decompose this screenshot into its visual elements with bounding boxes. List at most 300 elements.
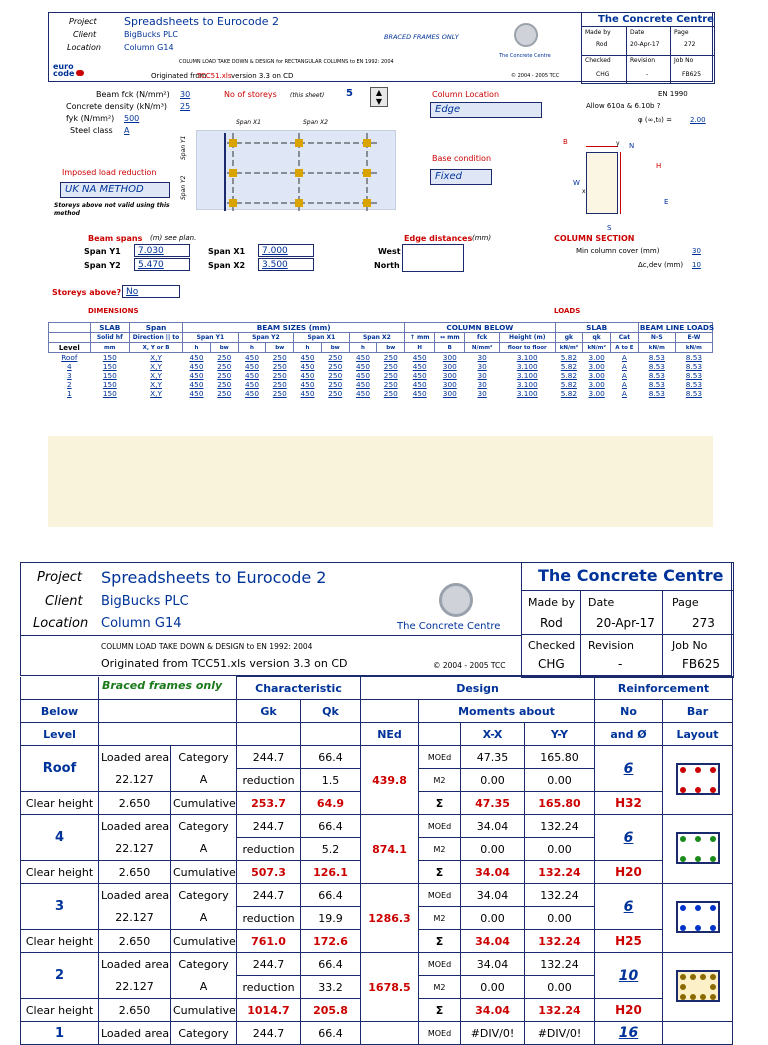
th-mm-v: ↑ mm <box>405 333 435 343</box>
th-height: Height (m) <box>499 333 555 343</box>
level-cell: 4 <box>21 815 99 861</box>
category-value: A <box>171 976 237 999</box>
table-cell[interactable]: 250 <box>217 380 232 389</box>
ned-value <box>361 1022 419 1045</box>
th-unit: mm <box>90 343 129 353</box>
phi-value[interactable]: 2.00 <box>690 116 706 124</box>
table-cell[interactable]: 450 <box>245 380 259 389</box>
tcc-logo-icon <box>514 23 538 47</box>
th-ew: E-W <box>675 333 712 343</box>
table-cell[interactable]: 3.100 <box>516 389 538 398</box>
level-link[interactable]: 4 <box>66 362 72 371</box>
table-cell[interactable]: 150 <box>102 362 117 371</box>
table-cell[interactable]: 250 <box>383 362 398 371</box>
clear-height-label: Clear height <box>21 861 99 884</box>
clear-height-value: 2.650 <box>99 999 171 1022</box>
table-cell[interactable]: 3.00 <box>588 389 605 398</box>
th-solid-hf: Solid hf <box>90 333 129 343</box>
table-row <box>21 884 733 907</box>
sum-yy: 132.24 <box>525 861 595 884</box>
table-cell[interactable]: A <box>621 362 627 371</box>
table-cell[interactable]: 8.53 <box>685 380 703 389</box>
moed-label: MOEd <box>419 1022 461 1045</box>
madeby-label: Made by <box>585 29 611 36</box>
sheet-subtitle: COLUMN LOAD TAKE DOWN & DESIGN to EN 1992: 2004 <box>101 642 313 651</box>
table-row <box>49 380 713 389</box>
table-cell[interactable]: 3.00 <box>588 380 605 389</box>
table-cell[interactable]: 450 <box>245 389 259 398</box>
table-cell[interactable]: 250 <box>328 371 343 380</box>
span-x2-input[interactable]: 3.500 <box>258 258 314 271</box>
loaded-area-label: Loaded area <box>99 815 171 838</box>
th-unit: N/mm² <box>465 343 500 353</box>
storeys-note2: Storeys above not valid using this method <box>54 202 170 217</box>
jobno-label: Job No <box>674 57 694 64</box>
dev-value[interactable]: 10 <box>692 261 701 269</box>
table-cell[interactable]: X,Y <box>150 371 162 380</box>
section-h-label: H <box>656 162 662 170</box>
checked-value: CHG <box>596 71 610 78</box>
moment-yy: 132.24 <box>525 884 595 907</box>
table-cell[interactable]: 8.53 <box>685 389 703 398</box>
header-info-box <box>521 562 734 678</box>
table-cell[interactable]: 8.53 <box>648 353 665 362</box>
reduction-label: reduction <box>237 838 301 861</box>
span-grid-icon <box>197 131 397 211</box>
level-cell: 1 <box>21 1022 99 1045</box>
reduction-value: 5.2 <box>301 838 361 861</box>
table-cell[interactable]: 250 <box>217 353 232 362</box>
ned-value: 874.1 <box>361 815 419 884</box>
span-plan-diagram <box>196 130 396 210</box>
originated-suffix: version 3.3 on CD <box>231 72 294 80</box>
gk-value: 244.7 <box>237 1022 301 1045</box>
bar-diameter: H20 <box>595 861 663 884</box>
sigma-label: Σ <box>419 930 461 953</box>
span-y2-label: Span Y2 <box>84 261 121 270</box>
moment-xx: 34.04 <box>461 953 525 976</box>
table-cell[interactable]: 300 <box>442 389 457 398</box>
revision-label: Revision <box>630 57 656 64</box>
beam-fck-label: Beam fck (N/mm²) <box>96 90 170 99</box>
table-row <box>49 371 713 380</box>
moment-yy: 132.24 <box>525 815 595 838</box>
table-cell[interactable]: 150 <box>102 371 117 380</box>
span-y1-label: Span Y1 <box>84 247 121 256</box>
category-label: Category <box>171 746 237 769</box>
bar-count-link[interactable]: 16 <box>595 1022 663 1045</box>
project-label: Project <box>37 570 82 585</box>
m2-label: M2 <box>419 838 461 861</box>
table-cell[interactable]: 450 <box>245 362 259 371</box>
table-cell[interactable]: 3.00 <box>588 353 605 362</box>
table-cell[interactable]: 250 <box>217 362 232 371</box>
qk-value: 66.4 <box>301 746 361 769</box>
sum-xx: 47.35 <box>461 792 525 815</box>
cover-label: Min column cover (mm) <box>576 247 660 255</box>
th-cat: Cat <box>611 333 639 343</box>
table-cell[interactable]: 250 <box>217 371 232 380</box>
section-b-label: B <box>563 138 568 146</box>
beam-fck-value[interactable]: 30 <box>180 90 191 99</box>
category-label: Category <box>171 884 237 907</box>
reduction-value: 33.2 <box>301 976 361 999</box>
th-level: Level <box>21 723 99 746</box>
table-cell[interactable]: 300 <box>442 362 457 371</box>
bar-layout-cell <box>663 815 733 884</box>
phi-label: φ (∞,t₀) = <box>638 116 673 124</box>
level-link[interactable]: 2 <box>66 380 72 389</box>
company-name: The Concrete Centre <box>598 14 714 25</box>
th-unit: h <box>349 343 377 353</box>
table-cell[interactable]: 5.82 <box>560 389 578 398</box>
date-value: 20-Apr-17 <box>596 616 655 630</box>
table-cell[interactable]: 450 <box>356 362 370 371</box>
th-unit: kN/m <box>638 343 675 353</box>
table-cell[interactable]: 8.53 <box>648 380 665 389</box>
table-cell[interactable]: 8.53 <box>648 389 665 398</box>
th-characteristic: Characteristic <box>237 677 361 700</box>
table-cell[interactable]: 450 <box>245 371 259 380</box>
madeby-label: Made by <box>528 596 575 609</box>
table-cell[interactable]: 3.100 <box>516 380 538 389</box>
moment-xx: #DIV/0! <box>461 1022 525 1045</box>
level-link[interactable]: Roof <box>61 353 78 362</box>
table-cell[interactable]: 5.82 <box>560 353 578 362</box>
base-condition-select[interactable]: Fixed <box>430 169 492 185</box>
page-label: Page <box>672 596 699 609</box>
table-cell[interactable]: 250 <box>328 362 343 371</box>
table-cell[interactable]: 8.53 <box>685 362 703 371</box>
table-cell[interactable]: A <box>621 380 627 389</box>
table-cell[interactable]: 30 <box>477 353 487 362</box>
table-cell[interactable]: 450 <box>412 371 427 380</box>
table-cell[interactable]: 250 <box>383 353 398 362</box>
steel-class-label: Steel class <box>70 126 113 135</box>
table-cell[interactable]: 8.53 <box>685 353 703 362</box>
section-y-label: y <box>616 140 620 147</box>
reduction-label: reduction <box>237 907 301 930</box>
th-beam-line-loads: BEAM LINE LOADS <box>639 323 715 332</box>
table-cell[interactable]: 30 <box>477 389 487 398</box>
empty-rows-area <box>48 436 713 527</box>
th-mm-h: ↔ mm <box>435 333 465 343</box>
table-cell[interactable]: 450 <box>412 353 427 362</box>
edge-distance-input[interactable] <box>402 244 464 272</box>
steel-class-value[interactable]: A <box>124 126 130 135</box>
checked-value: CHG <box>538 657 565 671</box>
sum-xx: 34.04 <box>461 999 525 1022</box>
bar-layout-cell <box>663 1022 733 1045</box>
edge-distances-note: (mm) <box>472 234 492 242</box>
qk-value: 66.4 <box>301 815 361 838</box>
table-cell[interactable]: 150 <box>102 389 117 398</box>
braced-label: Braced frames only <box>102 679 223 692</box>
level-cell: 3 <box>21 884 99 930</box>
tcc-logo-text: The Concrete Centre <box>397 621 501 632</box>
table-cell[interactable]: A <box>621 371 627 380</box>
bar-count-link[interactable]: 6 <box>595 746 663 792</box>
clear-height-value: 2.650 <box>99 861 171 884</box>
table-cell[interactable]: X,Y <box>150 362 162 371</box>
moed-label: MOEd <box>419 746 461 769</box>
section-n-label: N <box>629 142 635 150</box>
table-cell[interactable]: 250 <box>217 389 232 398</box>
gk-value: 244.7 <box>237 746 301 769</box>
th-level: Level <box>49 343 91 353</box>
jobno-value: FB625 <box>682 657 721 671</box>
gk-value: 244.7 <box>237 884 301 907</box>
date-label: Date <box>588 596 615 609</box>
th-unit: kN/m <box>675 343 712 353</box>
table-cell[interactable]: 450 <box>356 380 370 389</box>
table-cell[interactable]: 3.100 <box>516 371 538 380</box>
th-unit: bw <box>210 343 238 353</box>
table-cell[interactable]: 450 <box>356 353 370 362</box>
table-cell[interactable]: 450 <box>300 362 315 371</box>
table-cell[interactable]: 8.53 <box>648 362 665 371</box>
bar-diameter: H20 <box>595 999 663 1022</box>
location-name: Column G14 <box>124 43 174 52</box>
th-ned: NEd <box>361 723 419 746</box>
m2-label: M2 <box>419 976 461 999</box>
cover-value[interactable]: 30 <box>692 247 701 255</box>
table-cell[interactable]: 8.53 <box>648 371 665 380</box>
bar-layout-icon <box>676 970 720 1002</box>
table-cell[interactable]: 3.100 <box>516 353 538 362</box>
table-cell[interactable]: 250 <box>383 389 398 398</box>
table-cell[interactable]: A <box>621 353 627 362</box>
table-cell[interactable]: 5.82 <box>560 362 578 371</box>
qk-value: 66.4 <box>301 884 361 907</box>
sheet-header <box>20 562 732 676</box>
fyk-value[interactable]: 500 <box>124 114 140 123</box>
th-gk: gk <box>555 333 583 343</box>
col-location-select[interactable]: Edge <box>430 102 542 118</box>
copyright: © 2004 - 2005 TCC <box>433 661 506 670</box>
table-cell[interactable]: 250 <box>272 371 287 380</box>
column-section-label: COLUMN SECTION <box>554 234 635 243</box>
bar-layout-icon <box>676 901 720 933</box>
storeys-above-label: Storeys above? <box>52 288 122 297</box>
th-fck: fck <box>465 333 500 343</box>
checked-label: Checked <box>528 639 576 652</box>
bar-count-link[interactable]: 6 <box>595 884 663 930</box>
table-row <box>21 815 733 838</box>
table-cell[interactable]: 3.00 <box>588 371 605 380</box>
table-cell[interactable]: 250 <box>328 389 343 398</box>
table-cell[interactable]: 450 <box>412 362 427 371</box>
span-y2-input[interactable]: 5.470 <box>134 258 190 271</box>
loaded-area-label: Loaded area <box>99 1022 171 1045</box>
client-label: Client <box>73 30 97 39</box>
span-y1-input[interactable]: 7.030 <box>134 244 190 257</box>
th-qk: Qk <box>301 700 361 723</box>
th-no: No <box>595 700 663 723</box>
table-cell[interactable]: 450 <box>412 389 427 398</box>
th-beam-sizes: BEAM SIZES (mm) <box>183 323 405 333</box>
bar-count-link[interactable]: 6 <box>595 815 663 861</box>
th-span-x2: Span X2 <box>349 333 405 343</box>
th-unit: h <box>294 343 322 353</box>
level-cell: Roof <box>21 746 99 792</box>
th-bar: Bar <box>663 700 733 723</box>
th-unit: kN/m² <box>555 343 583 353</box>
table-cell[interactable]: X,Y <box>150 380 162 389</box>
en1990-label: EN 1990 <box>658 90 688 98</box>
jobno-value: FB625 <box>682 71 702 78</box>
storeys-spinner[interactable]: ▲ ▼ <box>370 87 388 107</box>
section-x-label: x <box>582 188 586 195</box>
table-cell[interactable]: 250 <box>272 389 287 398</box>
th-slab: SLAB <box>90 323 129 333</box>
tcc-logo-icon <box>439 583 473 617</box>
checked-label: Checked <box>585 57 611 64</box>
sum-xx: 34.04 <box>461 861 525 884</box>
category-value: A <box>171 838 237 861</box>
table-cell[interactable]: A <box>621 389 627 398</box>
table-cell[interactable]: 30 <box>477 371 487 380</box>
loaded-area-value: 22.127 <box>99 976 171 999</box>
originated: Originated from TCC51.xls version 3.3 on CD <box>101 657 348 670</box>
table-cell[interactable]: 5.82 <box>560 380 578 389</box>
level-link[interactable]: 1 <box>66 389 72 398</box>
table-cell[interactable]: 150 <box>102 353 117 362</box>
th-direction: Direction || to <box>129 333 182 343</box>
ned-value: 1678.5 <box>361 953 419 1022</box>
reduction-value: 19.9 <box>301 907 361 930</box>
table-cell[interactable]: 250 <box>272 380 287 389</box>
category-label: Category <box>171 1022 237 1045</box>
table-cell[interactable]: 8.53 <box>685 371 703 380</box>
cumulative-gk: 1014.7 <box>237 999 301 1022</box>
table-cell[interactable]: 250 <box>383 371 398 380</box>
moment-yy: #DIV/0! <box>525 1022 595 1045</box>
bar-layout-cell <box>663 884 733 953</box>
sum-yy: 165.80 <box>525 792 595 815</box>
level-link[interactable]: 3 <box>66 371 72 380</box>
table-cell[interactable]: 450 <box>300 371 315 380</box>
page-label: Page <box>674 29 689 36</box>
section-w-label: W <box>573 179 580 187</box>
table-cell[interactable]: 250 <box>328 353 343 362</box>
reduction-label: reduction <box>237 769 301 792</box>
table-cell[interactable]: 30 <box>477 362 487 371</box>
tcc-logo-text: The Concrete Centre <box>499 53 551 59</box>
sigma-label: Σ <box>419 861 461 884</box>
density-value[interactable]: 25 <box>180 102 191 111</box>
table-cell[interactable]: 450 <box>300 380 315 389</box>
moment-yy: 132.24 <box>525 953 595 976</box>
th-span-y1: Span Y1 <box>183 333 239 343</box>
density-label: Concrete density (kN/m³) <box>66 102 168 111</box>
imposed-label: Imposed load reduction <box>62 168 157 177</box>
imposed-select[interactable]: UK NA METHOD <box>60 182 170 198</box>
table-cell[interactable]: 300 <box>442 353 457 362</box>
table-cell[interactable]: 450 <box>300 353 315 362</box>
th-unit: H <box>405 343 435 353</box>
level-cell: 2 <box>21 953 99 999</box>
cumulative-label: Cumulative <box>171 930 237 953</box>
table-cell[interactable]: 450 <box>189 362 204 371</box>
span-x2-caption: Span X2 <box>303 119 328 126</box>
m2-xx: 0.00 <box>461 769 525 792</box>
table-cell[interactable]: 30 <box>477 380 487 389</box>
table-cell[interactable]: X,Y <box>150 389 162 398</box>
table-cell[interactable]: 150 <box>102 380 117 389</box>
table-cell[interactable]: X,Y <box>150 353 162 362</box>
storeys-value[interactable]: 5 <box>346 88 353 99</box>
table-cell[interactable]: 450 <box>189 371 204 380</box>
table-cell[interactable]: 300 <box>442 380 457 389</box>
table-cell[interactable]: 250 <box>272 362 287 371</box>
clear-height-label: Clear height <box>21 930 99 953</box>
span-x1-input[interactable]: 7.000 <box>258 244 314 257</box>
table-cell[interactable]: 300 <box>442 371 457 380</box>
west-label: West <box>378 247 401 256</box>
moment-yy: 165.80 <box>525 746 595 769</box>
storeys-above-select[interactable]: No <box>122 285 180 298</box>
th-unit: floor to floor <box>499 343 555 353</box>
table-cell[interactable]: 250 <box>272 353 287 362</box>
loaded-area-value: 22.127 <box>99 769 171 792</box>
loads-label: LOADS <box>554 307 581 315</box>
sheet-header <box>48 12 713 82</box>
table-cell[interactable]: 250 <box>328 380 343 389</box>
table-cell[interactable]: 450 <box>189 380 204 389</box>
loaded-area-label: Loaded area <box>99 884 171 907</box>
th-reinforcement: Reinforcement <box>595 677 733 700</box>
page-value: 272 <box>684 41 696 48</box>
table-cell[interactable]: 450 <box>412 380 427 389</box>
table-cell[interactable]: 450 <box>189 353 204 362</box>
th-unit: A to E <box>611 343 639 353</box>
th-unit: bw <box>266 343 294 353</box>
gk-value: 244.7 <box>237 815 301 838</box>
th-ns: N-S <box>638 333 675 343</box>
table-cell[interactable]: 3.00 <box>588 362 605 371</box>
location-label: Location <box>33 616 89 631</box>
moed-label: MOEd <box>419 953 461 976</box>
dev-label: Δc,dev (mm) <box>638 261 684 269</box>
allow-label: Allow 610a & 6.10b ? <box>586 102 661 110</box>
table-cell[interactable]: 450 <box>356 371 370 380</box>
span-x2-label: Span X2 <box>208 261 246 270</box>
loaded-area-value: 22.127 <box>99 907 171 930</box>
project-label: Project <box>69 17 97 26</box>
bar-layout-cell <box>663 953 733 1022</box>
table-row <box>21 1022 733 1045</box>
fyk-label: fyk (N/mm²) <box>66 114 115 123</box>
table-cell[interactable]: 450 <box>300 389 315 398</box>
table-cell[interactable]: 250 <box>383 380 398 389</box>
sheet-subtitle: COLUMN LOAD TAKE DOWN & DESIGN for RECTANGULAR COLUMNS to EN 1992: 2004 <box>179 59 394 65</box>
sigma-label: Σ <box>419 792 461 815</box>
th-unit: B <box>435 343 465 353</box>
project-name: Spreadsheets to Eurocode 2 <box>101 568 327 587</box>
bar-count-link[interactable]: 10 <box>595 953 663 999</box>
originated-file: TCC51.xls <box>197 72 232 80</box>
revision-value: - <box>646 71 649 78</box>
table-cell[interactable]: 5.82 <box>560 371 578 380</box>
table-cell[interactable]: 3.100 <box>516 362 538 371</box>
storeys-note: (this sheet) <box>290 92 325 99</box>
table-cell[interactable]: 450 <box>356 389 370 398</box>
table-cell[interactable]: 450 <box>189 389 204 398</box>
date-value: 20-Apr-17 <box>630 41 660 48</box>
table-cell[interactable]: 450 <box>245 353 259 362</box>
th-and-dia: and Ø <box>595 723 663 746</box>
